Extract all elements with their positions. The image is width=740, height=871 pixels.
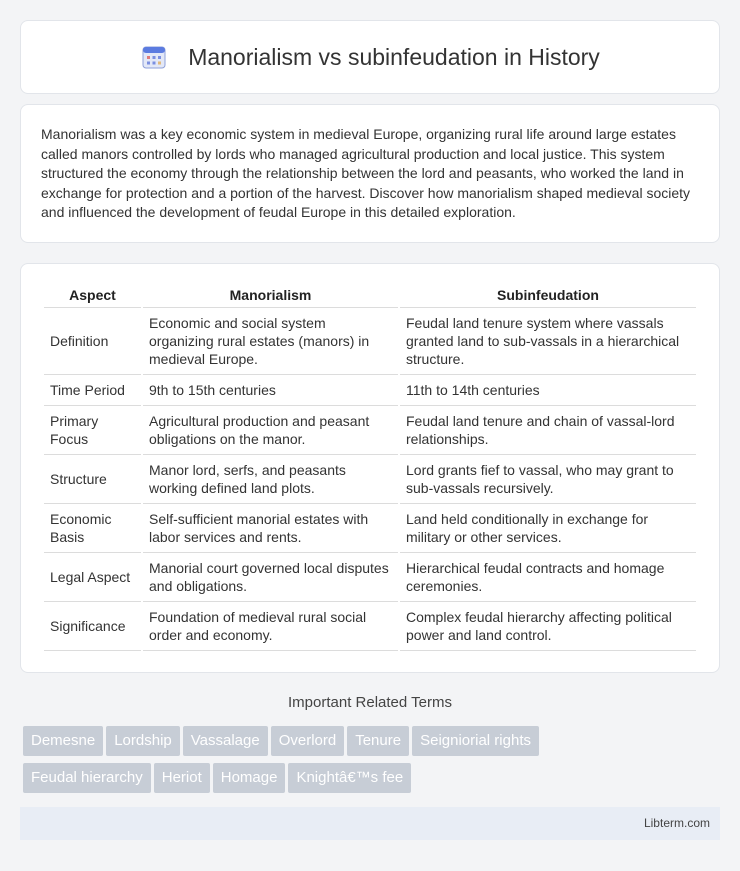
header-manorialism: Manorialism [143, 282, 398, 308]
row-manorialism: Agricultural production and peasant obligations on the manor. [143, 406, 398, 455]
row-manorialism: Economic and social system organizing rural estates (manors) in medieval Europe. [143, 308, 398, 375]
table-row [44, 602, 696, 651]
row-subinfeudation: Hierarchical feudal contracts and homage ceremonies. [400, 553, 696, 602]
calendar-grid-icon [140, 43, 168, 71]
tag-overlord[interactable]: Overlord [271, 726, 345, 756]
tag-knights-fee[interactable]: Knightâ€™s fee [288, 763, 411, 793]
table-row [44, 504, 696, 553]
row-subinfeudation: 11th to 14th centuries [400, 375, 696, 406]
row-manorialism: 9th to 15th centuries [143, 375, 398, 406]
row-aspect: Definition [44, 308, 141, 375]
row-aspect: Legal Aspect [44, 553, 141, 602]
table-row [44, 406, 696, 455]
tag-heriot[interactable]: Heriot [154, 763, 210, 793]
tag-lordship[interactable]: Lordship [106, 726, 180, 756]
tag-feudal-hierarchy[interactable]: Feudal hierarchy [23, 763, 151, 793]
row-manorialism: Manor lord, serfs, and peasants working defined land plots. [143, 455, 398, 504]
row-aspect: Primary Focus [44, 406, 141, 455]
row-subinfeudation: Lord grants fief to vassal, who may grant to sub-vassals recursively. [400, 455, 696, 504]
row-subinfeudation: Feudal land tenure and chain of vassal-lord relationships. [400, 406, 696, 455]
tag-demesne[interactable]: Demesne [23, 726, 103, 756]
tag-homage[interactable]: Homage [213, 763, 286, 793]
table-row [44, 455, 696, 504]
tag-tenure[interactable]: Tenure [347, 726, 409, 756]
related-terms-title: Important Related Terms [288, 694, 452, 711]
row-subinfeudation: Complex feudal hierarchy affecting political power and land control. [400, 602, 696, 651]
row-manorialism: Manorial court governed local disputes and obligations. [143, 553, 398, 602]
row-aspect: Significance [44, 602, 141, 651]
row-manorialism: Self-sufficient manorial estates with labor services and rents. [143, 504, 398, 553]
footer [20, 807, 720, 840]
footer-site-link[interactable]: Libterm.com [643, 816, 710, 830]
header-subinfeudation: Subinfeudation [400, 282, 696, 308]
related-terms-tags [23, 726, 723, 800]
row-subinfeudation: Land held conditionally in exchange for military or other services. [400, 504, 696, 553]
table-header-row [44, 282, 696, 308]
comparison-table [42, 282, 698, 651]
tag-seigniorial-rights[interactable]: Seigniorial rights [412, 726, 539, 756]
tag-vassalage[interactable]: Vassalage [183, 726, 268, 756]
intro-card [20, 104, 720, 243]
row-aspect: Economic Basis [44, 504, 141, 553]
row-manorialism: Foundation of medieval rural social order and economy. [143, 602, 398, 651]
table-row [44, 553, 696, 602]
comparison-table-card [20, 263, 720, 673]
page-title: Manorialism vs subinfeudation in History [188, 43, 600, 70]
intro-text: Manorialism was a key economic system in medieval Europe, organizing rural life around large estates called manors controlled by lords who managed agricultural production and local justice. This system structured the economy through the relationship between the lord and peasants, who worked the land in exchange for protection and a portion of the harvest. Discover how manorialism shaped medieval society and influenced the development of feudal Europe in this detailed exploration. [41, 126, 691, 221]
row-subinfeudation: Feudal land tenure system where vassals granted land to sub-vassals in a hierarchical structure. [400, 308, 696, 375]
table-row [44, 308, 696, 375]
row-aspect: Structure [44, 455, 141, 504]
row-aspect: Time Period [44, 375, 141, 406]
table-row [44, 375, 696, 406]
header-card [20, 20, 720, 94]
header-aspect: Aspect [44, 282, 141, 308]
